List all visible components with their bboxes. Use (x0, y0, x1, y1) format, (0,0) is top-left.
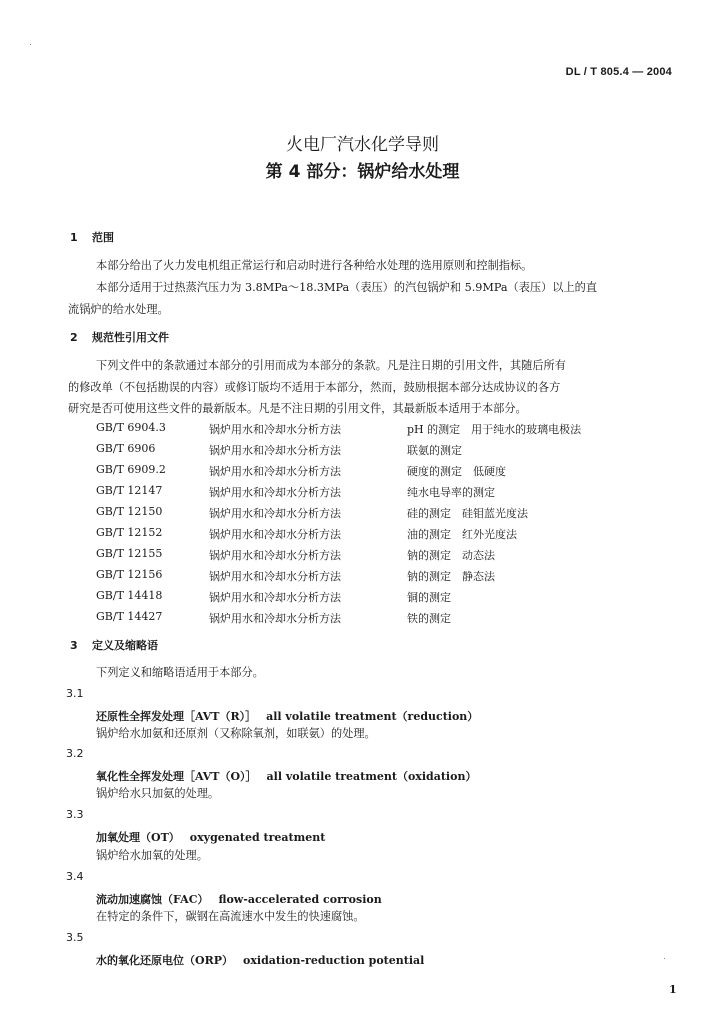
definition-number: 3.3 (66, 808, 84, 821)
term-chinese: 流动加速腐蚀（FAC） (96, 893, 209, 906)
reference-code: GB/T 12152 (96, 526, 163, 539)
reference-code: GB/T 12156 (96, 568, 163, 581)
scan-speck (30, 44, 31, 45)
term-english: all volatile treatment（reduction） (266, 710, 479, 723)
definition-number: 3.5 (66, 931, 84, 944)
reference-subject: 硅的测定 硅钼蓝光度法 (407, 507, 528, 520)
section-title: 范围 (92, 231, 114, 244)
reference-code: GB/T 12155 (96, 547, 163, 560)
section-heading-definitions (70, 637, 158, 653)
term-chinese: 氧化性全挥发处理［AVT（O）］ (96, 770, 257, 783)
reference-subject: 硬度的测定 低硬度 (407, 465, 506, 478)
term-english: all volatile treatment（oxidation） (266, 770, 477, 783)
reference-code: GB/T 6904.3 (96, 421, 166, 434)
document-subtitle: 第 4 部分：锅炉给水处理 (265, 162, 460, 182)
section-number: 3 (70, 639, 78, 652)
reference-subject: 铜的测定 (407, 591, 451, 604)
reference-title: 锅炉用水和冷却水分析方法 (209, 423, 341, 436)
reference-title: 锅炉用水和冷却水分析方法 (209, 570, 341, 583)
section-heading-scope (70, 229, 114, 245)
definition-number: 3.4 (66, 870, 84, 883)
paragraph: 下列定义和缩略语适用于本部分。 (96, 666, 264, 679)
definition-number: 3.2 (66, 747, 84, 760)
section-title: 定义及缩略语 (92, 639, 158, 652)
reference-code: GB/T 14418 (96, 589, 163, 602)
term-english: oxidation-reduction potential (243, 954, 425, 967)
reference-title: 锅炉用水和冷却水分析方法 (209, 528, 341, 541)
term-english: oxygenated treatment (189, 831, 326, 844)
reference-code: GB/T 14427 (96, 610, 163, 623)
reference-title: 锅炉用水和冷却水分析方法 (209, 549, 341, 562)
reference-title: 锅炉用水和冷却水分析方法 (209, 612, 341, 625)
section-title: 规范性引用文件 (92, 331, 169, 344)
reference-title: 锅炉用水和冷却水分析方法 (209, 465, 341, 478)
reference-code: GB/T 6906 (96, 442, 156, 455)
definition-term (96, 952, 424, 968)
term-chinese: 加氧处理（OT） (96, 831, 180, 844)
section-number: 2 (70, 331, 78, 344)
definition-term (96, 768, 476, 784)
definition-description: 锅炉给水只加氨的处理。 (96, 787, 220, 800)
section-number: 1 (70, 231, 78, 244)
document-code-header: DL / T 805.4 — 2004 (565, 66, 672, 78)
reference-code: GB/T 12150 (96, 505, 163, 518)
paragraph: 流锅炉的给水处理。 (68, 303, 169, 316)
section-heading-normative-references (70, 329, 169, 345)
reference-subject: 纯水电导率的测定 (407, 486, 495, 499)
paragraph: 的修改单（不包括勘误的内容）或修订版均不适用于本部分，然而，鼓励根据本部分达成协议的各方 (68, 381, 561, 394)
reference-code: GB/T 12147 (96, 484, 163, 497)
definition-description: 锅炉给水加氧的处理。 (96, 849, 208, 862)
reference-title: 锅炉用水和冷却水分析方法 (209, 591, 341, 604)
paragraph: 本部分给出了火力发电机组正常运行和启动时进行各种给水处理的选用原则和控制指标。 (96, 259, 533, 272)
definition-term (96, 891, 382, 907)
definition-description: 在特定的条件下，碳钢在高流速水中发生的快速腐蚀。 (96, 910, 365, 923)
definition-term (96, 708, 478, 724)
reference-title: 锅炉用水和冷却水分析方法 (209, 507, 341, 520)
definition-term (96, 829, 325, 845)
reference-title: 锅炉用水和冷却水分析方法 (209, 486, 341, 499)
reference-subject: 钠的测定 动态法 (407, 549, 495, 562)
page-number: 1 (669, 983, 677, 996)
paragraph: 下列文件中的条款通过本部分的引用而成为本部分的条款。凡是注日期的引用文件，其随后所有 (96, 359, 566, 372)
reference-subject: 铁的测定 (407, 612, 451, 625)
paragraph: 本部分适用于过热蒸汽压力为 3.8MPa～18.3MPa（表压）的汽包锅炉和 5.9MPa（表压）以上的直 (96, 281, 598, 294)
reference-title: 锅炉用水和冷却水分析方法 (209, 444, 341, 457)
term-chinese: 还原性全挥发处理［AVT（R）］ (96, 710, 257, 723)
reference-subject: 钠的测定 静态法 (407, 570, 495, 583)
definition-description: 锅炉给水加氨和还原剂（又称除氧剂，如联氨）的处理。 (96, 727, 376, 740)
reference-subject: 联氨的测定 (407, 444, 462, 457)
definition-number: 3.1 (66, 687, 84, 700)
reference-subject: 油的测定 红外光度法 (407, 528, 517, 541)
reference-subject: pH 的测定 用于纯水的玻璃电极法 (407, 423, 582, 436)
document-title: 火电厂汽水化学导则 (286, 135, 439, 155)
scan-speck (664, 958, 665, 959)
term-chinese: 水的氧化还原电位（ORP） (96, 954, 233, 967)
term-english: flow-accelerated corrosion (218, 893, 382, 906)
paragraph: 研究是否可使用这些文件的最新版本。凡是不注日期的引用文件，其最新版本适用于本部分。 (68, 402, 527, 415)
reference-code: GB/T 6909.2 (96, 463, 166, 476)
